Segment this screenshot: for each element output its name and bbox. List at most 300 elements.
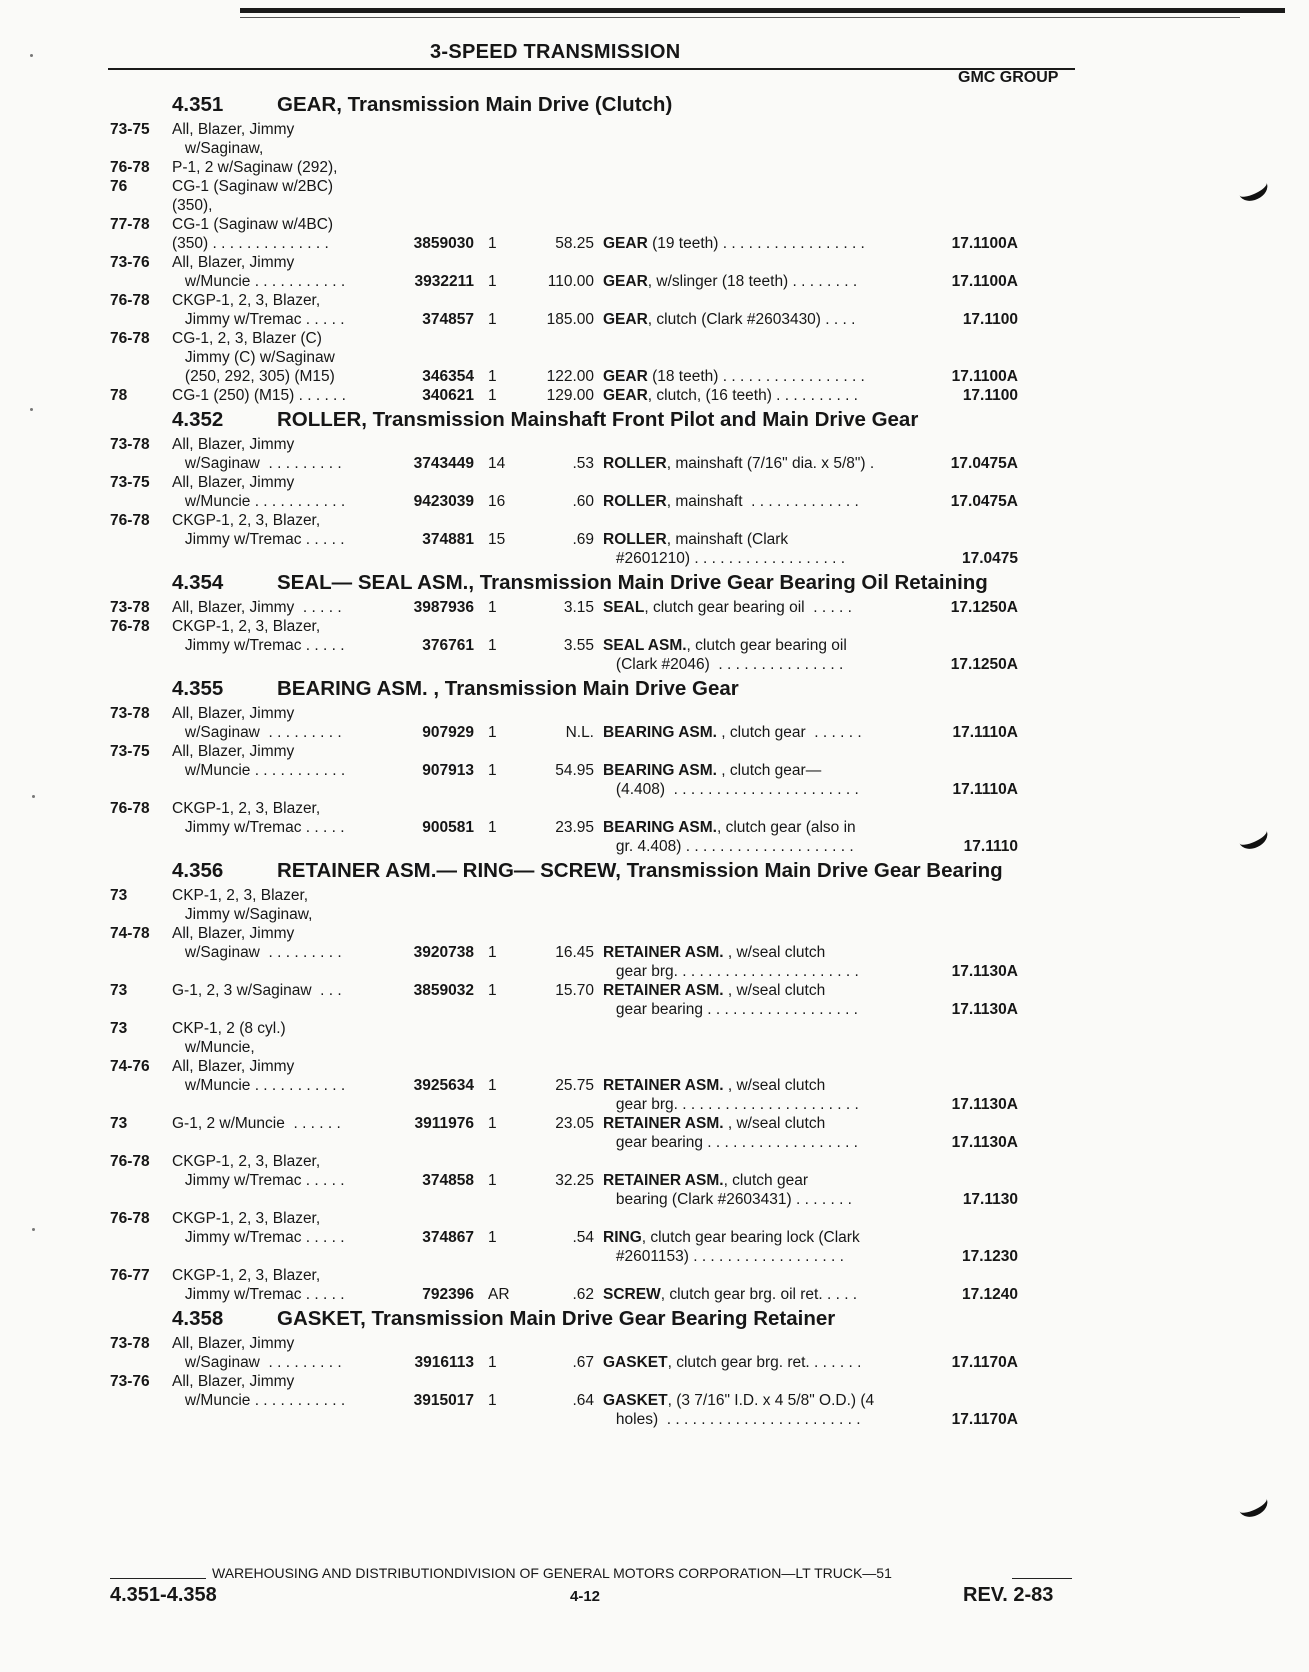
part-detail: , mainshaft . . . . . . . . . . . . .	[666, 493, 859, 510]
part-number: 900581	[422, 819, 474, 836]
binder-hole-mark-icon	[1235, 821, 1271, 854]
price: 58.25	[555, 235, 594, 252]
description	[594, 1228, 910, 1247]
description	[594, 636, 910, 655]
section-number: 4.354	[172, 571, 224, 594]
part-row	[110, 177, 1090, 196]
part-row	[110, 530, 1090, 549]
description	[594, 1353, 910, 1372]
quantity: 1	[488, 1172, 497, 1189]
scan-speck	[30, 408, 33, 411]
price: 32.25	[555, 1172, 594, 1189]
description	[594, 549, 910, 568]
part-detail: , clutch gear—	[721, 762, 822, 779]
part-row	[110, 454, 1090, 473]
application: All, Blazer, Jimmy	[172, 1335, 295, 1352]
part-row	[110, 1228, 1090, 1247]
application: G-1, 2 w/Muncie . . . . . .	[172, 1115, 341, 1132]
section-title: BEARING ASM. , Transmission Main Drive Gear	[277, 677, 739, 700]
price: .62	[572, 1286, 594, 1303]
quantity: 1	[488, 762, 497, 779]
application: Jimmy w/Tremac . . . . .	[172, 1172, 345, 1189]
application: All, Blazer, Jimmy	[172, 743, 295, 760]
application: w/Muncie . . . . . . . . . . .	[172, 1392, 346, 1409]
quantity: 1	[488, 1354, 497, 1371]
price: .53	[572, 455, 594, 472]
model-years: 76-78	[110, 159, 150, 176]
model-years: 78	[110, 387, 128, 404]
catalog-code: 17.1130A	[951, 1134, 1018, 1151]
part-detail: , clutch gear brg. oil ret. . . . .	[660, 1286, 858, 1303]
application: CKP-1, 2 (8 cyl.)	[172, 1020, 286, 1037]
footer-rule-left	[110, 1578, 206, 1579]
part-name: RETAINER ASM.	[603, 1115, 728, 1132]
quantity: 1	[488, 273, 497, 290]
footer-revision: REV. 2-83	[963, 1584, 1054, 1606]
price: .67	[572, 1354, 594, 1371]
part-detail: , clutch gear bearing oil	[686, 637, 847, 654]
part-row	[110, 1057, 1090, 1076]
part-row	[110, 234, 1090, 253]
part-number: 3916113	[414, 1354, 474, 1371]
quantity: 1	[488, 311, 497, 328]
part-row	[110, 780, 1090, 799]
catalog-code: 17.1110A	[952, 724, 1018, 741]
catalog-code: 17.0475A	[950, 493, 1018, 510]
section-title: GASKET, Transmission Main Drive Gear Bearing Retainer	[277, 1307, 836, 1330]
part-row	[110, 348, 1090, 367]
part-detail: , w/seal clutch	[727, 1077, 826, 1094]
price: 129.00	[546, 387, 594, 404]
model-years: 76-78	[110, 292, 150, 309]
description	[594, 530, 910, 549]
part-row	[110, 215, 1090, 234]
model-years: 73	[110, 1115, 128, 1132]
part-row	[110, 386, 1090, 405]
price: 3.15	[563, 599, 594, 616]
application: All, Blazer, Jimmy	[172, 436, 295, 453]
part-row	[110, 1266, 1090, 1285]
top-border-rule	[240, 8, 1285, 13]
application: Jimmy w/Tremac . . . . .	[172, 637, 345, 654]
part-row	[110, 310, 1090, 329]
part-row	[110, 905, 1090, 924]
application: All, Blazer, Jimmy	[172, 121, 295, 138]
part-name: BEARING ASM.	[603, 762, 722, 779]
model-years: 76-78	[110, 1210, 150, 1227]
part-row	[110, 1152, 1090, 1171]
application: CKGP-1, 2, 3, Blazer,	[172, 618, 321, 635]
part-row	[110, 1334, 1090, 1353]
description	[594, 655, 910, 674]
part-row	[110, 598, 1090, 617]
part-row	[110, 511, 1090, 530]
section-number: 4.352	[172, 408, 224, 431]
price: 185.00	[546, 311, 594, 328]
quantity: 1	[488, 637, 497, 654]
price: 110.00	[547, 273, 594, 290]
part-row	[110, 981, 1090, 1000]
application: w/Saginaw . . . . . . . . .	[172, 455, 342, 472]
model-years: 73-76	[110, 1373, 150, 1390]
group-label: GMC GROUP	[958, 69, 1059, 86]
catalog-code: 17.1130A	[951, 1096, 1018, 1113]
part-row	[110, 1000, 1090, 1019]
section-number: 4.356	[172, 859, 224, 882]
application: CKGP-1, 2, 3, Blazer,	[172, 800, 321, 817]
part-name: GASKET	[603, 1354, 668, 1371]
model-years: 76	[110, 178, 128, 195]
part-row	[110, 636, 1090, 655]
description	[594, 1095, 910, 1114]
quantity: 1	[488, 724, 497, 741]
description	[594, 1171, 910, 1190]
model-years: 76-78	[110, 512, 150, 529]
part-detail: , w/seal clutch	[727, 1115, 826, 1132]
application: CKGP-1, 2, 3, Blazer,	[172, 512, 321, 529]
part-number: 907929	[422, 724, 474, 741]
part-name: GEAR	[603, 311, 648, 328]
part-number: 340621	[422, 387, 474, 404]
part-row	[110, 1133, 1090, 1152]
part-name: ROLLER	[603, 455, 667, 472]
footer-section-range: 4.351-4.358	[110, 1584, 217, 1606]
quantity: 1	[488, 235, 497, 252]
part-row	[110, 962, 1090, 981]
part-row	[110, 1247, 1090, 1266]
application: w/Muncie . . . . . . . . . . .	[172, 493, 346, 510]
part-number: 3987936	[413, 599, 474, 616]
description	[594, 1285, 910, 1304]
quantity: 1	[488, 819, 497, 836]
application: All, Blazer, Jimmy	[172, 705, 295, 722]
description	[594, 837, 910, 856]
part-detail: (4.408) . . . . . . . . . . . . . . . . . . . . . .	[603, 781, 859, 798]
part-detail: , clutch gear brg. ret. . . . . . .	[667, 1354, 862, 1371]
application: All, Blazer, Jimmy	[172, 1373, 295, 1390]
part-number: 374867	[422, 1229, 474, 1246]
binder-hole-mark-icon	[1235, 1489, 1271, 1522]
part-row	[110, 120, 1090, 139]
section-heading	[110, 1307, 1090, 1330]
price: 16.45	[555, 944, 594, 961]
catalog-code: 17.1110	[963, 838, 1018, 855]
part-name: GEAR	[603, 387, 648, 404]
part-row	[110, 549, 1090, 568]
part-row	[110, 655, 1090, 674]
price: .54	[572, 1229, 594, 1246]
model-years: 74-76	[110, 1058, 150, 1075]
catalog-code: 17.1170A	[951, 1354, 1018, 1371]
part-detail: , (3 7/16" I.D. x 4 5/8" O.D.) (4	[667, 1392, 875, 1409]
catalog-code: 17.1240	[961, 1286, 1018, 1303]
price: 3.55	[563, 637, 594, 654]
application: CKGP-1, 2, 3, Blazer,	[172, 292, 321, 309]
part-detail: , clutch gear	[723, 1172, 808, 1189]
part-name: SEAL ASM.	[603, 637, 687, 654]
part-row	[110, 924, 1090, 943]
section-number: 4.355	[172, 677, 224, 700]
description	[594, 1133, 910, 1152]
section-title: SEAL— SEAL ASM., Transmission Main Drive Gear Bearing Oil Retaining	[277, 571, 988, 594]
price: 54.95	[555, 762, 594, 779]
part-row	[110, 723, 1090, 742]
part-detail: , clutch gear . . . . . .	[721, 724, 862, 741]
quantity: 14	[488, 455, 506, 472]
part-detail: , clutch gear bearing lock (Clark	[641, 1229, 860, 1246]
model-years: 76-78	[110, 330, 150, 347]
model-years: 73-78	[110, 599, 150, 616]
model-years: 77-78	[110, 216, 150, 233]
part-detail: (Clark #2046) . . . . . . . . . . . . . . .	[603, 656, 844, 673]
application: CKGP-1, 2, 3, Blazer,	[172, 1210, 321, 1227]
parts-list	[110, 90, 1090, 1429]
quantity: 15	[488, 531, 506, 548]
description	[594, 1000, 910, 1019]
application: All, Blazer, Jimmy	[172, 254, 295, 271]
part-number: 3743449	[413, 455, 474, 472]
part-row	[110, 837, 1090, 856]
application: Jimmy w/Tremac . . . . .	[172, 819, 345, 836]
part-number: 376761	[422, 637, 474, 654]
part-detail: holes) . . . . . . . . . . . . . . . . . . . . . . .	[603, 1411, 861, 1428]
application: Jimmy w/Tremac . . . . .	[172, 531, 345, 548]
part-detail: (19 teeth) . . . . . . . . . . . . . . . . .	[647, 235, 865, 252]
part-row	[110, 1410, 1090, 1429]
part-row	[110, 799, 1090, 818]
catalog-code: 17.1170A	[951, 1411, 1018, 1428]
part-number: 374857	[422, 311, 474, 328]
page-title: 3-SPEED TRANSMISSION	[430, 41, 681, 63]
section-heading	[110, 677, 1090, 700]
part-row	[110, 1076, 1090, 1095]
part-number: 346354	[422, 368, 474, 385]
catalog-code: 17.1100A	[951, 273, 1018, 290]
application: Jimmy w/Saginaw,	[172, 906, 313, 923]
part-detail: gear brg. . . . . . . . . . . . . . . . . . . . . .	[603, 1096, 859, 1113]
part-row	[110, 1285, 1090, 1304]
application: All, Blazer, Jimmy	[172, 474, 295, 491]
description	[594, 1190, 910, 1209]
part-row	[110, 253, 1090, 272]
part-row	[110, 742, 1090, 761]
application: Jimmy w/Tremac . . . . .	[172, 1286, 345, 1303]
catalog-code: 17.1250A	[950, 599, 1018, 616]
part-name: RETAINER ASM.	[603, 944, 728, 961]
part-number: 792396	[422, 1286, 474, 1303]
application: CKGP-1, 2, 3, Blazer,	[172, 1153, 321, 1170]
part-row	[110, 886, 1090, 905]
description	[594, 598, 910, 617]
price: 23.05	[555, 1115, 594, 1132]
application: Jimmy w/Tremac . . . . .	[172, 1229, 345, 1246]
part-row	[110, 704, 1090, 723]
part-detail: , clutch (Clark #2603430) . . . .	[647, 311, 856, 328]
price: 25.75	[555, 1077, 594, 1094]
part-name: GEAR	[603, 273, 648, 290]
price: N.L.	[565, 724, 594, 741]
quantity: AR	[488, 1286, 510, 1303]
application: w/Muncie . . . . . . . . . . .	[172, 273, 346, 290]
part-number: 374881	[422, 531, 474, 548]
application: CG-1 (250) (M15) . . . . . .	[172, 387, 346, 404]
description	[594, 780, 910, 799]
scan-speck	[30, 54, 33, 57]
footer-page-number: 4-12	[570, 1588, 601, 1605]
description	[594, 272, 910, 291]
part-name: GASKET	[603, 1392, 668, 1409]
application: w/Muncie,	[172, 1039, 255, 1056]
price: .69	[572, 531, 594, 548]
part-detail: gear bearing . . . . . . . . . . . . . . . . . .	[603, 1001, 858, 1018]
application: CG-1, 2, 3, Blazer (C)	[172, 330, 322, 347]
part-row	[110, 492, 1090, 511]
section-title: RETAINER ASM.— RING— SCREW, Transmission Main Drive Gear Bearing	[277, 859, 1003, 882]
description	[594, 943, 910, 962]
part-row	[110, 1372, 1090, 1391]
part-row	[110, 943, 1090, 962]
part-number: 3859030	[413, 235, 474, 252]
quantity: 1	[488, 599, 497, 616]
part-name: ROLLER	[603, 493, 667, 510]
application: G-1, 2, 3 w/Saginaw . . .	[172, 982, 342, 999]
application: CG-1 (Saginaw w/4BC)	[172, 216, 334, 233]
catalog-code: 17.1130A	[951, 963, 1018, 980]
quantity: 1	[488, 944, 497, 961]
part-name: BEARING ASM.	[603, 724, 722, 741]
quantity: 1	[488, 387, 497, 404]
quantity: 1	[488, 1115, 497, 1132]
part-name: GEAR	[603, 235, 648, 252]
part-name: GEAR	[603, 368, 648, 385]
price: 23.95	[555, 819, 594, 836]
price: 15.70	[555, 982, 594, 999]
description	[594, 454, 910, 473]
part-number: 3932211	[414, 273, 474, 290]
part-detail: , clutch, (16 teeth) . . . . . . . . . .	[647, 387, 858, 404]
footer-rule-right	[1012, 1578, 1072, 1579]
section-title: GEAR, Transmission Main Drive (Clutch)	[277, 93, 673, 116]
top-thin-rule	[240, 17, 1240, 18]
price: 122.00	[546, 368, 594, 385]
description	[594, 367, 910, 386]
catalog-code: 17.0475A	[950, 455, 1018, 472]
part-row	[110, 1019, 1090, 1038]
part-name: RING	[603, 1229, 642, 1246]
part-row	[110, 761, 1090, 780]
part-detail: #2601153) . . . . . . . . . . . . . . . . . .	[603, 1248, 844, 1265]
part-row	[110, 473, 1090, 492]
section-number: 4.358	[172, 1307, 224, 1330]
part-row	[110, 818, 1090, 837]
catalog-code: 17.1100	[962, 387, 1018, 404]
part-detail: (18 teeth) . . . . . . . . . . . . . . . . .	[647, 368, 865, 385]
part-row	[110, 196, 1090, 215]
part-row	[110, 435, 1090, 454]
quantity: 16	[488, 493, 506, 510]
part-detail: gear brg. . . . . . . . . . . . . . . . . . . . . .	[603, 963, 859, 980]
application: w/Muncie . . . . . . . . . . .	[172, 762, 346, 779]
section-heading	[110, 408, 1090, 431]
description	[594, 234, 910, 253]
part-number: 3915017	[413, 1392, 474, 1409]
application: CKGP-1, 2, 3, Blazer,	[172, 1267, 321, 1284]
part-row	[110, 158, 1090, 177]
application: w/Saginaw,	[172, 140, 264, 157]
model-years: 73-78	[110, 705, 150, 722]
catalog-code: 17.1130	[962, 1191, 1018, 1208]
part-row	[110, 1353, 1090, 1372]
catalog-code: 17.1100	[962, 311, 1018, 328]
part-row	[110, 1114, 1090, 1133]
part-row	[110, 139, 1090, 158]
part-row	[110, 329, 1090, 348]
part-detail: , clutch gear (also in	[716, 819, 856, 836]
part-name: SEAL	[603, 599, 645, 616]
description	[594, 818, 910, 837]
quantity: 1	[488, 1392, 497, 1409]
part-detail: , w/slinger (18 teeth) . . . . . . . .	[647, 273, 858, 290]
description	[594, 761, 910, 780]
section-title: ROLLER, Transmission Mainshaft Front Pilot and Main Drive Gear	[277, 408, 919, 431]
model-years: 74-78	[110, 925, 150, 942]
description	[594, 1391, 910, 1410]
application: (250, 292, 305) (M15)	[172, 368, 335, 385]
part-row	[110, 272, 1090, 291]
part-detail: , w/seal clutch	[727, 944, 826, 961]
catalog-code: 17.1100A	[951, 235, 1018, 252]
model-years: 76-77	[110, 1267, 150, 1284]
model-years: 76-78	[110, 800, 150, 817]
part-row	[110, 1190, 1090, 1209]
catalog-code: 17.1130A	[951, 1001, 1018, 1018]
model-years: 76-78	[110, 1153, 150, 1170]
part-detail: gr. 4.408) . . . . . . . . . . . . . . . . . . . .	[603, 838, 854, 855]
description	[594, 723, 910, 742]
model-years: 73	[110, 1020, 128, 1037]
application: w/Saginaw . . . . . . . . .	[172, 944, 342, 961]
application: CG-1 (Saginaw w/2BC)	[172, 178, 334, 195]
description	[594, 386, 910, 405]
part-detail: bearing (Clark #2603431) . . . . . . .	[603, 1191, 852, 1208]
model-years: 73	[110, 887, 128, 904]
part-row	[110, 617, 1090, 636]
model-years: 73-75	[110, 121, 150, 138]
application: All, Blazer, Jimmy . . . . .	[172, 599, 342, 616]
application: Jimmy w/Tremac . . . . .	[172, 311, 345, 328]
part-row	[110, 1209, 1090, 1228]
model-years: 73-78	[110, 1335, 150, 1352]
model-years: 73	[110, 982, 128, 999]
description	[594, 1247, 910, 1266]
scan-speck	[32, 1228, 35, 1231]
section-heading	[110, 571, 1090, 594]
catalog-code: 17.1250A	[950, 656, 1018, 673]
part-number: 3925634	[413, 1077, 474, 1094]
model-years: 73-75	[110, 743, 150, 760]
quantity: 1	[488, 982, 497, 999]
description	[594, 962, 910, 981]
part-row	[110, 291, 1090, 310]
part-detail: , mainshaft (7/16" dia. x 5/8") .	[666, 455, 875, 472]
part-number: 9423039	[413, 493, 474, 510]
part-number: 3920738	[413, 944, 474, 961]
application: w/Saginaw . . . . . . . . .	[172, 1354, 342, 1371]
application: Jimmy (C) w/Saginaw	[172, 349, 335, 366]
part-row	[110, 367, 1090, 386]
part-row	[110, 1391, 1090, 1410]
title-rule	[108, 68, 1075, 70]
